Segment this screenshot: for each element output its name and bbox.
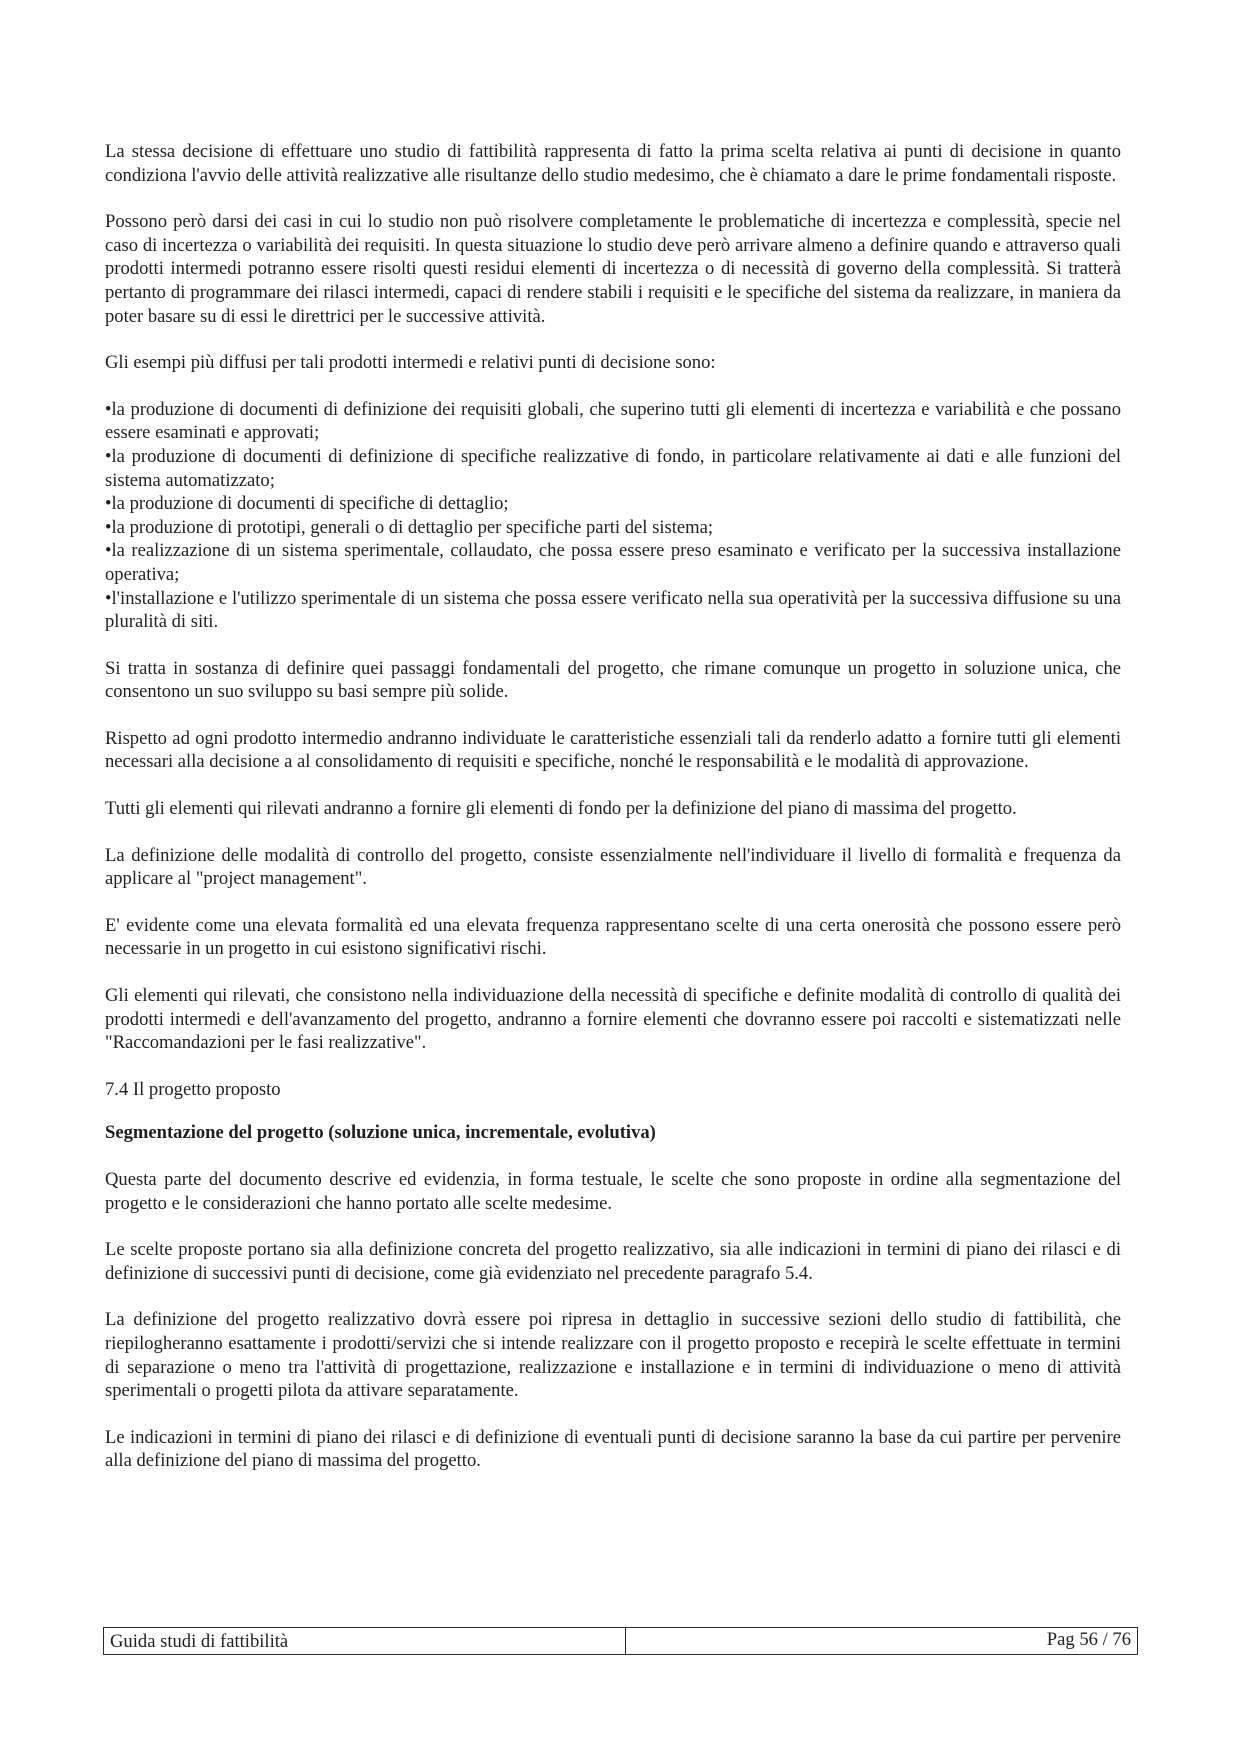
paragraph: E' evidente come una elevata formalità ed una elevata frequenza rappresentano scelte di una certa onerosità che possono essere però necessarie in un progetto in cui esistono significativi rischi.	[105, 914, 1121, 960]
list-item: •la produzione di documenti di specifiche di dettaglio;	[105, 493, 509, 515]
paragraph: La definizione del progetto realizzativo dovrà essere poi ripresa in dettaglio in successive sezioni dello studio di fattibilità, che riepilogheranno esattamente i prodotti/servizi che si intende realizzare con il progetto proposto e recepirà le scelte effettuate in termini di separazione o meno tra l'attività di progettazione, realizzazione e installazione e in termini di individuazione o meno di attività sperimentali o progetti pilota da attivare separatamente.	[105, 1309, 1121, 1402]
paragraph: Questa parte del documento descrive ed evidenzia, in forma testuale, le scelte che sono proposte in ordine alla segmentazione del progetto e le considerazioni che hanno portato alle scelte medesime.	[105, 1169, 1121, 1214]
paragraph: Gli elementi qui rilevati, che consistono nella individuazione della necessità di specifiche e definite modalità di controllo di qualità dei prodotti intermedi e dell'avanzamento del progetto, andranno a fornire elementi che dovranno essere poi raccolti e sistematizzati nelle "Raccomandazioni per le fasi realizzative".	[105, 985, 1121, 1054]
paragraph: Si tratta in sostanza di definire quei passaggi fondamentali del progetto, che rimane comunque un progetto in soluzione unica, che consentono un suo sviluppo su basi sempre più solide.	[105, 657, 1121, 703]
paragraph: La definizione delle modalità di controllo del progetto, consiste essenzialmente nell'individuare il livello di formalità e frequenza da applicare al "project management".	[105, 844, 1121, 890]
paragraph: Tutti gli elementi qui rilevati andranno a fornire gli elementi di fondo per la definizione del piano di massima del progetto.	[105, 798, 1017, 820]
list-item: •l'installazione e l'utilizzo sperimentale di un sistema che possa essere verificato nella sua operatività per la successiva diffusione su una pluralità di siti.	[105, 587, 1121, 633]
page-number: Pag 56 / 76	[1046, 1629, 1131, 1650]
document-body	[105, 140, 1121, 1496]
paragraph: Le indicazioni in termini di piano dei rilasci e di definizione di eventuali punti di decisione saranno la base da cui partire per pervenire alla definizione del piano di massima del progetto.	[105, 1426, 1121, 1472]
list-item: •la produzione di documenti di definizione di specifiche realizzative di fondo, in particolare relativamente ai dati e alle funzioni del sistema automatizzato;	[105, 445, 1121, 491]
footer-title: Guida studi di fattibilità	[104, 1628, 626, 1654]
page-footer	[103, 1627, 1138, 1655]
list-item: •la produzione di documenti di definizione dei requisiti globali, che superino tutti gli elementi di incertezza e variabilità e che possano essere esaminati e approvati;	[105, 398, 1121, 444]
section-subtitle: Segmentazione del progetto (soluzione unica, incrementale, evolutiva)	[105, 1122, 656, 1144]
paragraph: Gli esempi più diffusi per tali prodotti intermedi e relativi punti di decisione sono:	[105, 352, 716, 374]
list-item: •la produzione di prototipi, generali o di dettaglio per specifiche parti del sistema;	[105, 516, 714, 538]
bullet-list	[105, 398, 1121, 634]
section-heading: 7.4 Il progetto proposto	[105, 1078, 281, 1100]
paragraph: Rispetto ad ogni prodotto intermedio andranno individuate le caratteristiche essenziali tali da renderlo adatto a fornire tutti gli elementi necessari alla decisione a al consolidamento di requisiti e specifiche, nonché le responsabilità e le modalità di approvazione.	[105, 727, 1121, 773]
paragraph: La stessa decisione di effettuare uno studio di fattibilità rappresenta di fatto la prima scelta relativa ai punti di decisione in quanto condiziona l'avvio delle attività realizzative alle risultanze dello studio medesimo, che è chiamato a dare le prime fondamentali risposte.	[105, 141, 1121, 186]
paragraph: Le scelte proposte portano sia alla definizione concreta del progetto realizzativo, sia alle indicazioni in termini di piano dei rilasci e di definizione di successivi punti di decisione, come già evidenziato nel precedente paragrafo 5.4.	[105, 1239, 1121, 1284]
list-item: •la realizzazione di un sistema sperimentale, collaudato, che possa essere preso esaminato e verificato per la successiva installazione operativa;	[105, 540, 1121, 585]
paragraph: Possono però darsi dei casi in cui lo studio non può risolvere completamente le problematiche di incertezza e complessità, specie nel caso di incertezza o variabilità dei requisiti. In questa situazione lo studio deve però arrivare almeno a definire quando e attraverso quali prodotti intermedi potranno essere risolti questi residui elementi di incertezza o di necessità di governo della complessità. Si tratterà pertanto di programmare dei rilasci intermedi, capaci di rendere stabili i requisiti e le specifiche del sistema da realizzare, in maniera da poter basare su di essi le direttrici per le successive attività.	[105, 211, 1121, 327]
